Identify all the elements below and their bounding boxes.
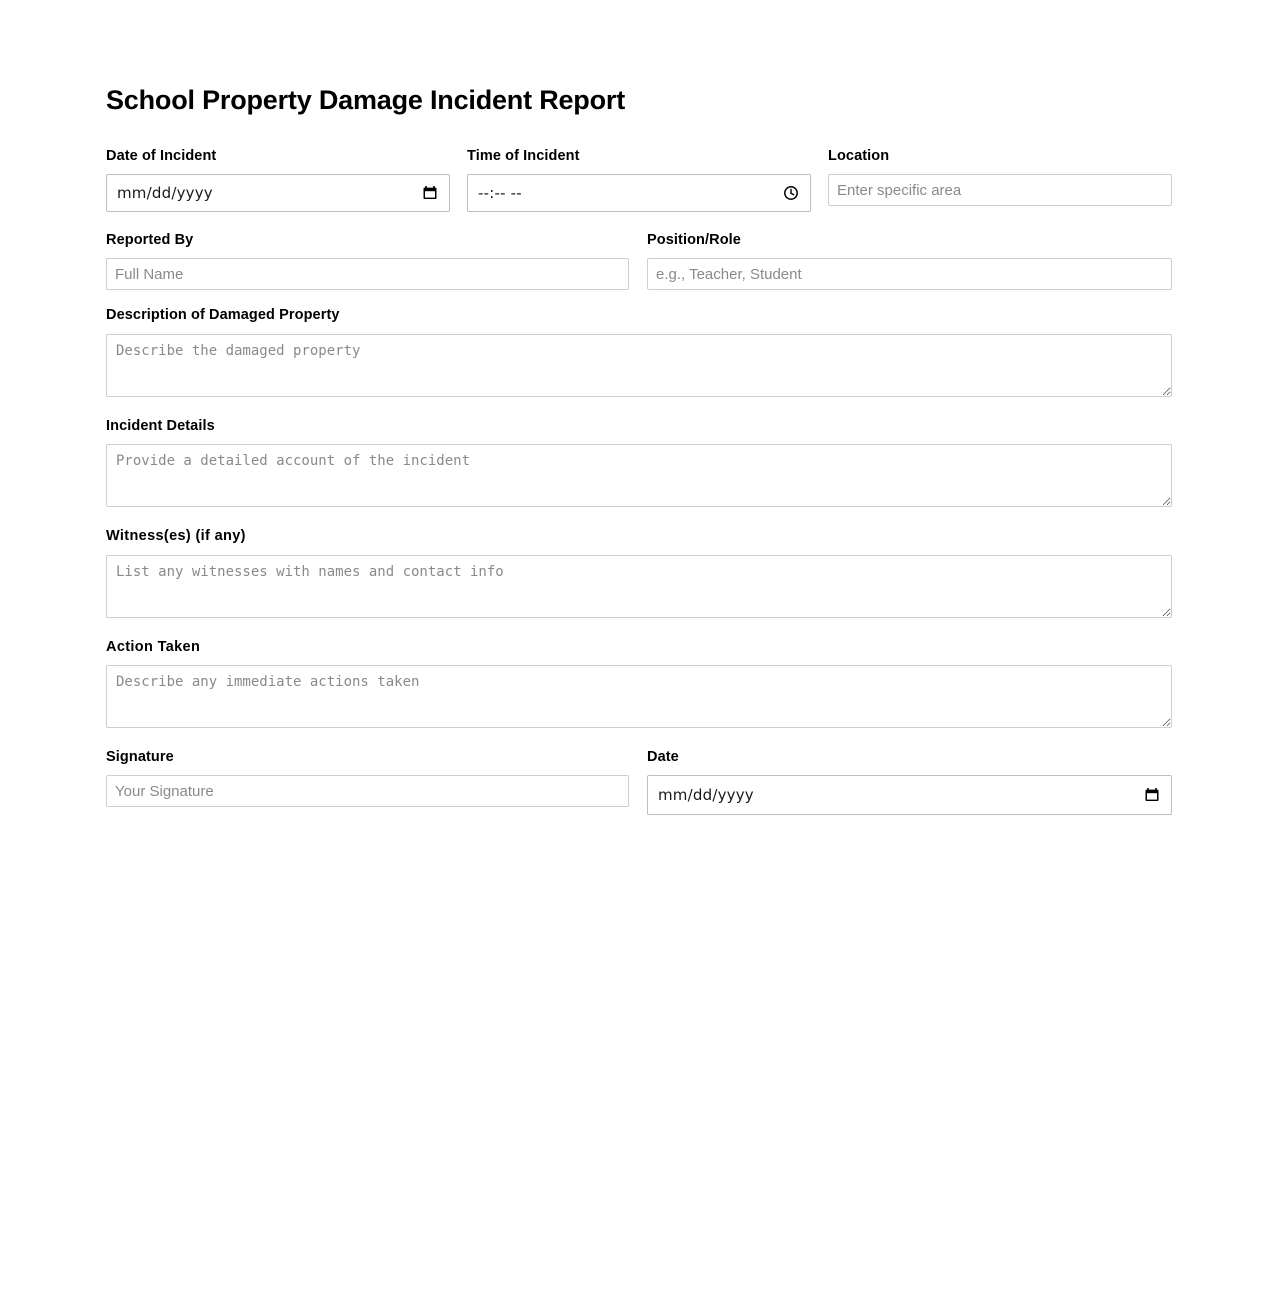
position-role-label: Position/Role [647, 232, 741, 249]
calendar-icon[interactable] [1144, 787, 1160, 803]
row-incident-when-where [106, 148, 1172, 212]
field-reported-by [106, 232, 629, 290]
clock-icon[interactable] [783, 185, 799, 201]
page-title: School Property Damage Incident Report [106, 85, 625, 115]
action-taken-label: Action Taken [106, 638, 201, 655]
description-of-damaged-property-textarea[interactable] [106, 334, 1172, 397]
reported-by-input[interactable] [106, 258, 629, 290]
field-incident-details [106, 418, 1172, 507]
time-of-incident-value: --:-- -- [478, 184, 522, 203]
row-reporter [106, 232, 1172, 290]
reported-by-label: Reported By [106, 232, 194, 249]
time-of-incident-label: Time of Incident [467, 147, 580, 164]
signature-date-value: mm/dd/yyyy [658, 786, 754, 805]
signature-input[interactable] [106, 775, 629, 807]
field-location [828, 148, 1172, 206]
calendar-icon[interactable] [422, 185, 438, 201]
location-label: Location [828, 147, 890, 164]
incident-report-form [106, 86, 1172, 815]
signature-label: Signature [106, 749, 174, 766]
action-taken-textarea[interactable] [106, 665, 1172, 728]
incident-details-label: Incident Details [106, 417, 215, 434]
description-of-damaged-property-label: Description of Damaged Property [106, 307, 340, 324]
time-of-incident-input[interactable] [467, 174, 811, 212]
witnesses-textarea[interactable] [106, 555, 1172, 618]
field-time-of-incident [467, 148, 811, 212]
incident-details-textarea[interactable] [106, 444, 1172, 507]
field-signature [106, 749, 629, 807]
field-description-of-damaged-property [106, 307, 1172, 396]
location-input[interactable] [828, 174, 1172, 206]
field-witnesses [106, 528, 1172, 617]
field-date-of-incident [106, 148, 450, 212]
date-of-incident-value: mm/dd/yyyy [117, 184, 213, 203]
row-signature [106, 749, 1172, 815]
date-of-incident-input[interactable] [106, 174, 450, 212]
field-signature-date [647, 749, 1172, 815]
signature-date-label: Date [647, 749, 679, 766]
field-action-taken [106, 639, 1172, 728]
signature-date-input[interactable] [647, 775, 1172, 815]
field-position-role [647, 232, 1172, 290]
position-role-input[interactable] [647, 258, 1172, 290]
date-of-incident-label: Date of Incident [106, 147, 217, 164]
witnesses-label: Witness(es) (if any) [106, 528, 246, 545]
